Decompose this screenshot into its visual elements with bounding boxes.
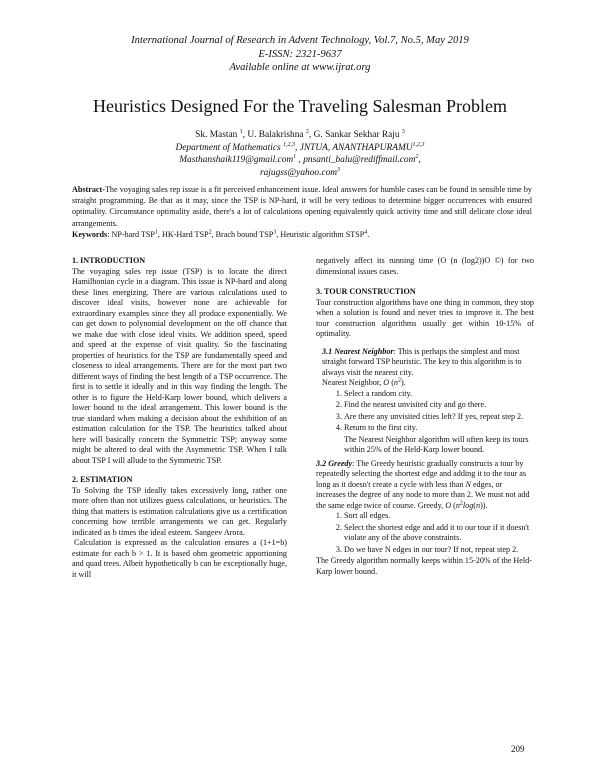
abstract	[72, 184, 532, 240]
list-item: 3. Are there any unvisited cities left? If yes, repeat step 2.	[344, 412, 534, 423]
list-item: 4. Return to the first city.	[344, 423, 534, 434]
list-item: 1. Select a random city.	[344, 389, 534, 400]
list-item: 2. Find the nearest unvisited city and go there.	[344, 400, 534, 411]
journal-title: International Journal of Research in Advent Technology, Vol.7, No.5, May 2019	[131, 35, 469, 46]
greedy-steps	[316, 511, 534, 555]
right-column	[316, 256, 534, 577]
journal-issn: E-ISSN: 2321-9637	[258, 48, 342, 60]
left-column	[72, 256, 287, 580]
abstract-body: Abstract-The voyaging sales rep issue is a fit perceived enhancement issue. Ideal answers for humble cases can be found in sensible time by straight programming. Be that as it may, since the TSP is NP-hard, it will be very tedious to determine bigger occurrences with ensured optimality. Circumstance optimality aside, there's a lot of calculations opening equivalently quick activity time and still delicate close ideal arrangements.	[72, 185, 532, 228]
journal-header	[0, 34, 600, 75]
nearest-neighbor-complexity: Nearest Neighbor, O $(n^2)$.	[322, 377, 406, 387]
list-item: 1. Sort all edges.	[344, 511, 534, 522]
author-block	[0, 129, 600, 179]
estimation-text-2: Calculation is expressed as the calculation ensures a (1+1=b) estimate for each b > 1. It is based ohm geometric apportioning and quad trees. Albeit hypothetically b can be exceptionally huge, it will	[72, 538, 287, 579]
greedy-conclusion: The Greedy algorithm normally keeps within 15-20% of the Held-Karp lower bound.	[316, 556, 532, 576]
nearest-neighbor-intro: 3.1 Nearest Neighbor: This is perhaps the simplest and most straight forward TSP heuristic. The key to this algorithm is to always visit the nearest city.	[322, 346, 522, 377]
author-names: Sk. Mastan $^1$, U. Balakrishna $^2$, G. Sankar Sekhar Raju $^3$	[195, 128, 405, 140]
section-heading-introduction: 1. INTRODUCTION	[72, 256, 146, 265]
nearest-neighbor-steps	[316, 389, 534, 434]
nearest-neighbor-note: The Nearest Neighbor algorithm will often keep its tours within 25% of the Held-Karp lower bound.	[344, 434, 529, 454]
section-heading-tour-construction: 3. TOUR CONSTRUCTION	[316, 287, 416, 296]
estimation-text-1: To Solving the TSP ideally takes excessively long, rather one more often than not utilizes guess calculations, or heuristics. The thing that matters is estimation calculations give us a certification concerning how terrible arrangements we can get. Regularly indicated as b times the ideal esteem. Sangeev Arora.	[72, 485, 287, 537]
author-email-3: rajugss@yahoo.com$^3$	[259, 166, 341, 178]
tour-construction-text: Tour construction algorithms have one thing in common, they stop when a solution is found and never tries to improve it. The best tour construction algorithms usually get within 10-15% of optimality.	[316, 297, 534, 338]
author-affiliation: Department of Mathematics $^{1,2,3}$, JNTUA, ANANTHAPURAMU$^{1,2,3}$	[175, 141, 425, 153]
author-emails: Masthanshaik119@gmail.com$^1$ , pnsanti_balu@rediffmail.com$^2$,	[179, 154, 421, 166]
list-item: 3. Do we have N edges in our tour? If not, repeat step 2.	[344, 545, 534, 556]
estimation-continued-text: negatively affect its running time (O (n (log2))O ©) for two dimensional issues cases.	[316, 256, 534, 276]
journal-url: Available online at www.ijrat.org	[229, 62, 371, 73]
list-item: 2. Select the shortest edge and add it to our tour if it doesn't violate any of the above constraints.	[344, 523, 534, 544]
keywords: Keywords: NP-hard TSP$^1$, HK-Hard TSP$^2$, Brach bound TSP$^3$, Heuristic algorithm STSP$^4$.	[72, 229, 370, 239]
greedy-text: 3.2 Greedy: The Greedy heuristic gradually constructs a tour by repeatedly selecting the shortest edge and adding it to the tour as long as it doesn't create a cycle with less than N edges, or increases the degree of any node to more than 2. We must not add the same edge twice of course. Greedy, O $(n^2\log(n))$.	[316, 458, 530, 510]
introduction-text: The voyaging sales rep issue (TSP) is to locate the direct Hamilhonian cycle in a diagram. This issue is NP-hard and along these lines energizing. There are various calculations used to discover ideal visits, however none are achievable for extraordinary examples since they all produce exponentially. We can get down to polynomial development on the off chance that we make due with close ideal visits. We addition speed, speed and speed at the expense of visit quality. So the fascinating properties of heuristics for the TSP are fundamentally speed and closeness to ideal arrangements. There are for the most part two different ways of finding the best length of a TSP occurrence. The first is to settle it ideally and in this way finding the length. The other is to figure the Held-Karp lower bound, which delivers a lower bound to the ideal arrangement. This lower bound is the true standard when making a decision about the exhibition of an estimation calculation for the TSP. The heuristics talked about here will basically concern the Symmetric TSP; anyway some might be altered to deal with the Asymmetric TSP. When I talk about TSP I will allude to the Symmetric TSP.	[72, 266, 287, 465]
nearest-neighbor-block	[316, 347, 534, 389]
page-number: 209	[511, 744, 525, 754]
section-heading-estimation: 2. ESTIMATION	[72, 475, 133, 484]
paper-title: Heuristics Designed For the Traveling Salesman Problem	[93, 96, 507, 116]
